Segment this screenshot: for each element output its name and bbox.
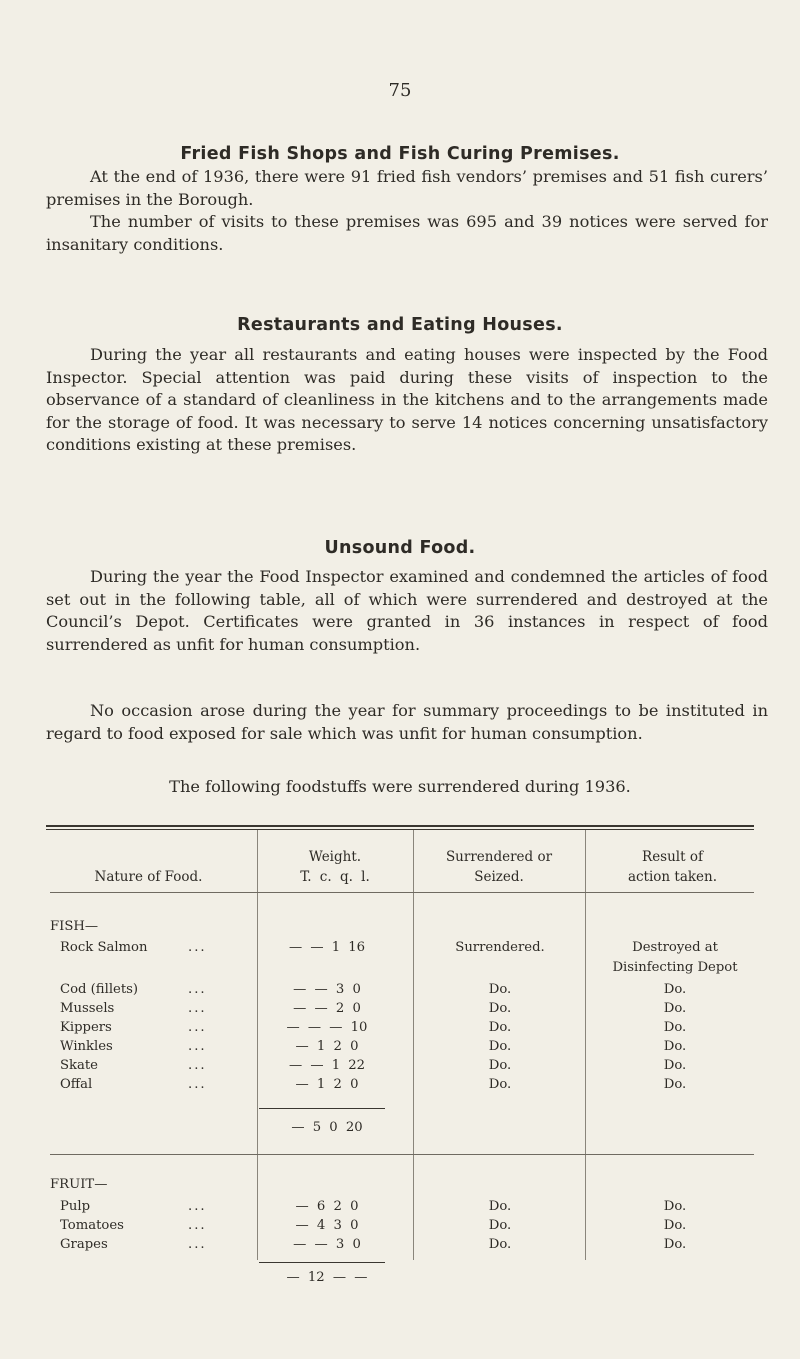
- paragraph-fish-visits: The number of visits to these premises was 695 and 39 notices were served for insanitary conditions.: [46, 212, 768, 254]
- subtotal-rule: [259, 1108, 385, 1109]
- table-row: [40, 1058, 760, 1077]
- food-name: Tomatoes: [60, 1218, 124, 1233]
- table-row: [40, 1218, 760, 1237]
- status-value: Do.: [488, 1218, 512, 1233]
- heading-restaurants: Restaurants and Eating Houses.: [237, 315, 563, 335]
- section-label-fruit: FRUIT—: [50, 1177, 108, 1192]
- table-row: [40, 1199, 760, 1218]
- page-number: 75: [388, 80, 412, 101]
- table-row: [40, 1020, 760, 1039]
- fruit-total-weight: — 12 — —: [286, 1270, 368, 1285]
- result-value: Do.: [663, 1039, 687, 1054]
- table-top-rule-thin: [46, 829, 754, 830]
- status-value: Do.: [488, 1077, 512, 1092]
- subtotal-rule: [259, 1262, 385, 1263]
- food-name: Winkles: [60, 1039, 113, 1054]
- section-rule: [50, 1154, 754, 1155]
- status-value: Do.: [488, 1058, 512, 1073]
- result-value: Do.: [663, 1077, 687, 1092]
- status-value: Do.: [488, 1237, 512, 1252]
- weight-value: — — 1 22: [288, 1058, 366, 1073]
- leader-dots: ...: [188, 1199, 207, 1214]
- table-row: [40, 940, 760, 980]
- result-value: Do.: [663, 1218, 687, 1233]
- leader-dots: ...: [188, 1039, 207, 1054]
- food-name: Mussels: [60, 1001, 115, 1016]
- paragraph-no-proceedings: No occasion arose during the year for summary proceedings to be instituted in regard to food exposed for sale which was unfit for human consumption.: [46, 701, 768, 743]
- table-row: [40, 1039, 760, 1058]
- leader-dots: ...: [188, 1237, 207, 1252]
- leader-dots: ...: [188, 982, 207, 997]
- fish-total-weight: — 5 0 20: [291, 1120, 363, 1135]
- result-value: Do.: [663, 982, 687, 997]
- result-value: Do.: [663, 1199, 687, 1214]
- result-value: Do.: [663, 1020, 687, 1035]
- header-rule: [50, 892, 754, 893]
- status-value: Do.: [488, 1001, 512, 1016]
- status-value: Do.: [488, 1020, 512, 1035]
- result-value-2: Disinfecting Depot: [612, 960, 738, 975]
- foodstuffs-table: [40, 820, 760, 1290]
- table-row: [40, 1077, 760, 1096]
- weight-value: — — — 10: [286, 1020, 368, 1035]
- header-result: Result of: [642, 849, 703, 865]
- food-name: Cod (fillets): [60, 982, 139, 997]
- header-nature: Nature of Food.: [94, 869, 203, 885]
- food-name: Kippers: [60, 1020, 112, 1035]
- weight-value: — 1 2 0: [295, 1039, 359, 1054]
- table-row: [40, 1001, 760, 1020]
- weight-value: — — 2 0: [293, 1001, 361, 1016]
- header-result-2: action taken.: [627, 869, 718, 885]
- result-value: Do.: [663, 1058, 687, 1073]
- table-top-rule: [46, 825, 754, 827]
- leader-dots: ...: [188, 1058, 207, 1073]
- weight-value: — 1 2 0: [295, 1077, 359, 1092]
- status-value: Surrendered.: [455, 940, 545, 955]
- weight-value: — 4 3 0: [295, 1218, 359, 1233]
- header-weight-units: T. c. q. l.: [300, 869, 370, 885]
- leader-dots: ...: [188, 940, 207, 955]
- status-value: Do.: [488, 982, 512, 997]
- food-name: Rock Salmon: [60, 940, 148, 955]
- heading-fish-shops: Fried Fish Shops and Fish Curing Premises.: [180, 144, 620, 164]
- header-weight: Weight.: [308, 849, 362, 865]
- weight-value: — — 3 0: [293, 1237, 361, 1252]
- table-row: [40, 1237, 760, 1256]
- result-value: Do.: [663, 1001, 687, 1016]
- food-name: Skate: [60, 1058, 98, 1073]
- food-name: Pulp: [60, 1199, 91, 1214]
- header-surrendered: Surrendered or: [445, 849, 553, 865]
- paragraph-fish-premises: At the end of 1936, there were 91 fried fish vendors’ premises and 51 fish curers’ premises in the Borough.: [46, 167, 768, 209]
- weight-value: — — 1 16: [288, 940, 366, 955]
- heading-unsound-food: Unsound Food.: [324, 538, 476, 558]
- food-name: Offal: [60, 1077, 93, 1092]
- result-value: Destroyed at: [632, 940, 718, 955]
- weight-value: — 6 2 0: [295, 1199, 359, 1214]
- leader-dots: ...: [188, 1218, 207, 1233]
- result-value: Do.: [663, 1237, 687, 1252]
- weight-value: — — 3 0: [293, 982, 361, 997]
- status-value: Do.: [488, 1199, 512, 1214]
- leader-dots: ...: [188, 1020, 207, 1035]
- food-name: Grapes: [60, 1237, 108, 1252]
- status-value: Do.: [488, 1039, 512, 1054]
- paragraph-unsound-examined: During the year the Food Inspector examined and condemned the articles of food set out in the following table, all of which were surrendered and destroyed at the Council’s Depot. Certificates were granted in 36 instances in respect of food surrendered as unfit for human consumption.: [46, 567, 768, 654]
- table-intro: The following foodstuffs were surrendered during 1936.: [169, 777, 631, 796]
- header-surrendered-2: Seized.: [474, 869, 524, 885]
- leader-dots: ...: [188, 1077, 207, 1092]
- table-row: [40, 982, 760, 1001]
- leader-dots: ...: [188, 1001, 207, 1016]
- section-label-fish: FISH—: [50, 919, 99, 934]
- paragraph-restaurants: During the year all restaurants and eating houses were inspected by the Food Inspector. Special attention was paid during these visits of inspection to the observance of a standard of cleanliness in the kitchens and to the arrangements made for the storage of food. It was necessary to serve 14 notices concerning unsatisfactory conditions existing at these premises.: [46, 345, 768, 454]
